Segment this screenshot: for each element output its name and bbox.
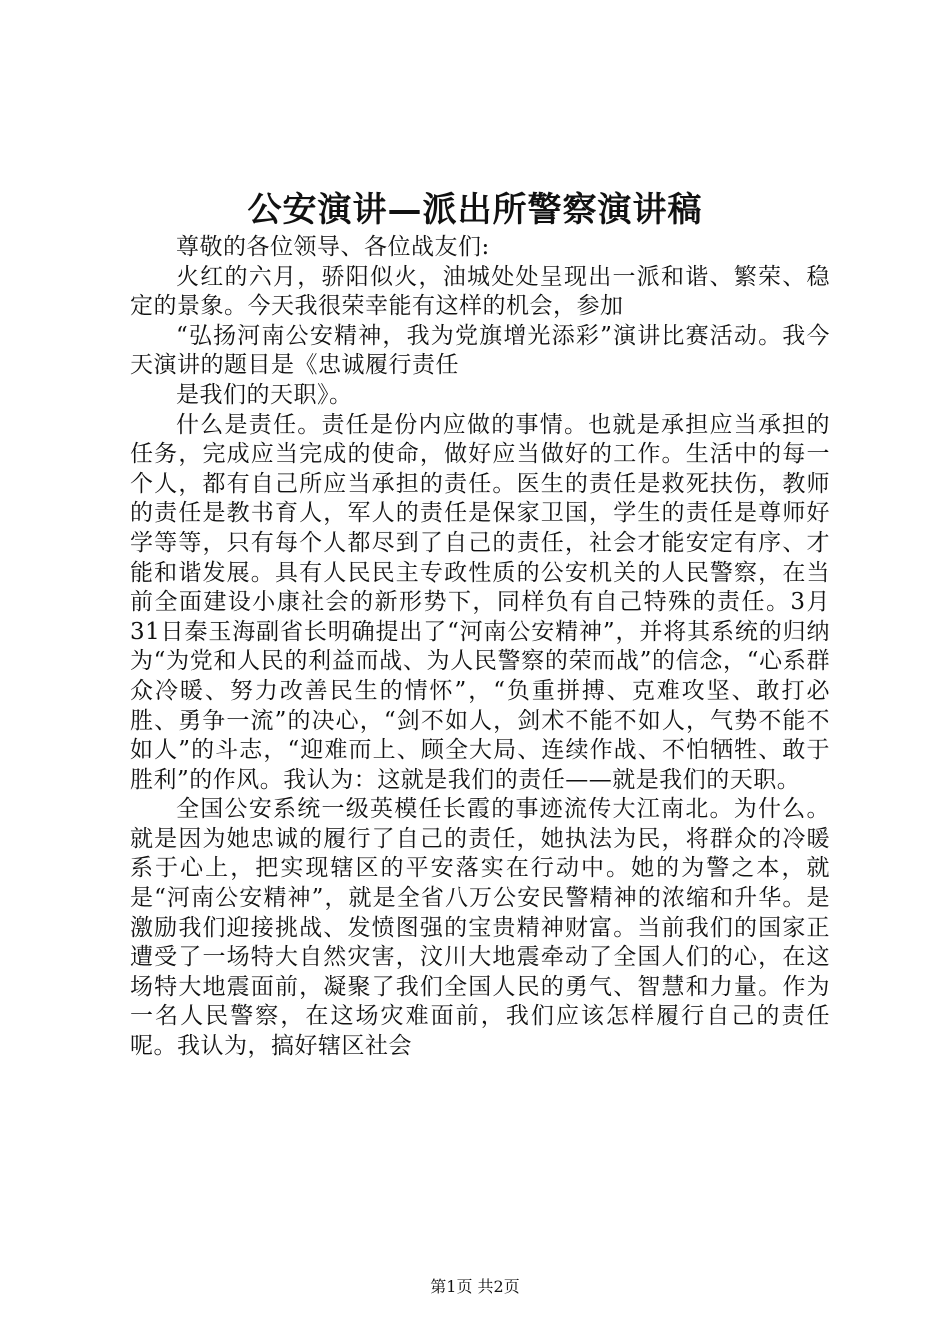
salutation-paragraph: 尊敬的各位领导、各位战友们: bbox=[176, 234, 490, 260]
body-paragraph: “弘扬河南公安精神，我为党旗增光添彩”演讲比赛活动。我今天演讲的题目是《忠诚履行责任 bbox=[130, 322, 830, 379]
document-body bbox=[130, 233, 830, 1062]
document-title: 公安演讲—派出所警察演讲稿 bbox=[247, 190, 703, 230]
page-footer: 第1页 共2页 bbox=[430, 1277, 520, 1296]
body-paragraph: 什么是责任。责任是份内应做的事情。也就是承担应当承担的任务，完成应当完成的使命，做好应当做好的工作。生活中的每一个人，都有自己所应当承担的责任。医生的责任是救死扶伤，教师的责任是教书育人，军人的责任是保家卫国，学生的责任是尊师好学等等，只有每个人都尽到了自己的责任，社会才能安定有序、才能和谐发展。具有人民民主专政性质的公安机关的人民警察，在当前全面建设小康社会的新形势下，同样负有自己特殊的责任。3月31日秦玉海副省长明确提出了“河南公安精神”，并将其系统的归纳为“为党和人民的利益而战、为人民警察的荣而战”的信念，“心系群众冷暖、努力改善民生的情怀”，“负重拼搏、克难攻坚、敢打必胜、勇争一流”的决心，“剑不如人，剑术不能不如人，气势不能不如人”的斗志，“迎难而上、顾全大局、连续作战、不怕牺牲、敢于胜利”的作风。我认为：这就是我们的责任——就是我们的天职。 bbox=[130, 411, 830, 793]
body-paragraph: 火红的六月，骄阳似火，油城处处呈现出一派和谐、繁荣、稳定的景象。今天我很荣幸能有这样的机会，参加 bbox=[130, 263, 830, 320]
body-paragraph: 全国公安系统一级英模任长霞的事迹流传大江南北。为什么。就是因为她忠诚的履行了自己的责任，她执法为民，将群众的冷暖系于心上，把实现辖区的平安落实在行动中。她的为警之本，就是“河南公安精神”，就是全省八万公安民警精神的浓缩和升华。是激励我们迎接挑战、发愤图强的宝贵精神财富。当前我们的国家正遭受了一场特大自然灾害，汶川大地震牵动了全国人们的心，在这场特大地震面前，凝聚了我们全国人民的勇气、智慧和力量。作为一名人民警察，在这场灾难面前，我们应该怎样履行自己的责任呢。我认为，搞好辖区社会 bbox=[130, 796, 830, 1060]
body-paragraph: 是我们的天职》。 bbox=[176, 381, 353, 408]
